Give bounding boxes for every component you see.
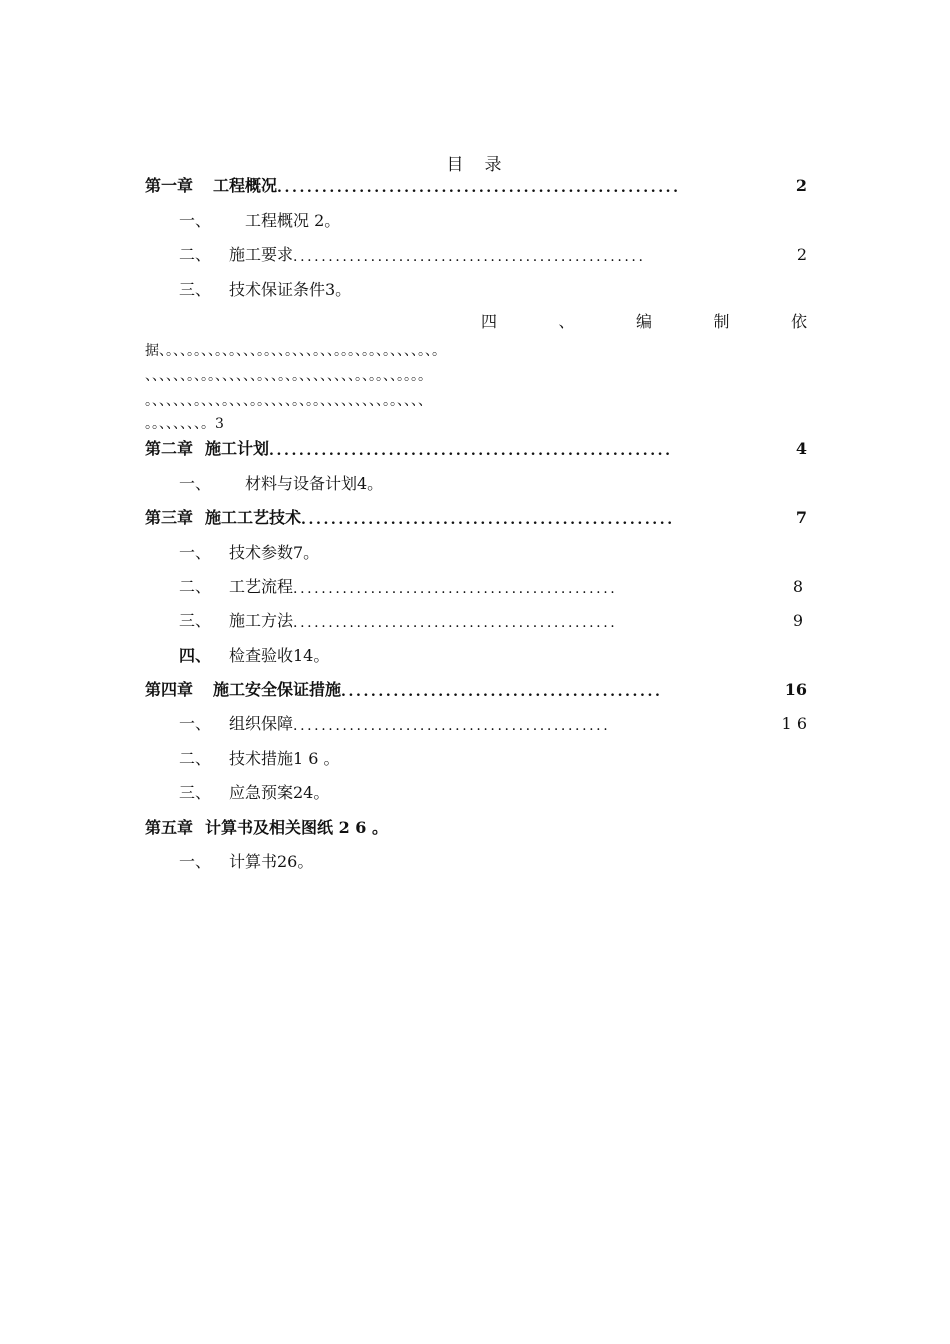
toc-section-4-2[interactable] [145,747,807,771]
toc-chapter-3[interactable] [145,506,807,530]
basis-line-3: 、、、、、、。、。。、、、、、、。、、。、。、、、、、、、、。、。。、、。。。。 [145,368,432,384]
section-title: 技术措施1 6 。 [229,749,340,768]
chapter-title: 施工工艺技术 [205,508,302,527]
leader-dots: .................................................. [293,249,646,265]
section-number: 三、 [179,280,212,299]
section-number: 一、 [179,474,212,493]
section-number: 三、 [179,783,212,802]
page-number: 2 [795,176,807,195]
toc-section-3-3[interactable] [145,609,807,633]
leader-dots: ...................................................... [277,180,681,196]
page-number: 1 6 [781,714,807,733]
section-title: 技术保证条件3。 [229,280,352,299]
chapter-number: 第二章 [145,439,194,458]
toc-chapter-1[interactable] [145,174,807,198]
page-number: 16 [784,680,807,699]
toc-section-1-1[interactable] [145,209,807,233]
page-number: 2 [796,245,807,264]
section-title: 工程概况 2。 [229,211,341,230]
leader-dots: ...................................................... [269,443,673,459]
toc-title: 目 录 [446,155,504,175]
leader-dots: ............................................. [293,718,611,734]
toc-section-1-3[interactable] [145,278,807,302]
toc-section-1-2[interactable] [145,243,807,267]
toc-chapter-4[interactable] [145,678,807,702]
chapter-title: 计算书及相关图纸 2 6 。 [205,818,388,837]
page-number: 8 [792,577,803,596]
toc-chapter-5[interactable] [145,816,807,840]
chapter-title: 施工计划 [205,439,270,458]
leader-dots: .................................................. [301,512,675,528]
basis-char: 、 [558,313,575,331]
leader-dots: .............................................. [293,581,618,597]
section-title: 工艺流程 [229,577,294,596]
leader-dots: ........................................... [341,684,663,700]
toc-section-3-1[interactable] [145,541,807,565]
section-number: 一、 [179,852,212,871]
basis-line-2: 据、。、、。。、、。、。、、、。。、、。、、、。、、。。。、。。、。、、、、。、。 [145,343,446,359]
section-number: 二、 [179,577,212,596]
chapter-number: 第五章 [145,818,194,837]
chapter-title: 工程概况 [213,176,278,195]
toc-section-3-4[interactable] [145,644,807,668]
section-title: 施工方法 [229,611,294,630]
chapter-title: 施工安全保证措施 [213,680,342,699]
page-number: 7 [795,508,807,527]
page-number: 4 [795,439,807,458]
section-number: 一、 [179,211,212,230]
basis-char: 编 [635,313,652,331]
section-number: 二、 [179,245,212,264]
basis-char: 依 [790,313,807,331]
section-title: 技术参数7。 [229,543,320,562]
section-number: 四、 [179,646,212,665]
section-title: 应急预案24。 [229,783,330,802]
toc-section-3-2[interactable] [145,575,807,599]
section-number: 二、 [179,749,212,768]
toc-section-2-1[interactable] [145,472,807,496]
basis-line-4: 。、、、、、、。、、、。、、、。。、、、、。、。。、、、、、、、、、。。、、、、 [145,393,432,409]
chapter-number: 第三章 [145,508,194,527]
section-title: 检查验收14。 [229,646,330,665]
chapter-number: 第四章 [145,680,194,699]
page-number: 9 [792,611,803,630]
basis-line-5: 。。、、、、、、。3 [145,416,224,432]
section-title: 组织保障 [229,714,294,733]
basis-char: 制 [713,313,730,331]
basis-char: 四 [481,313,498,331]
section-title: 施工要求 [229,245,294,264]
leader-dots: .............................................. [293,615,618,631]
toc-section-4-3[interactable] [145,781,807,805]
toc-section-4-1[interactable] [145,712,807,736]
chapter-number: 第一章 [145,176,194,195]
toc-chapter-2[interactable] [145,437,807,461]
section-title: 计算书26。 [229,852,314,871]
basis-line-1 [145,313,807,331]
section-title: 材料与设备计划4。 [229,474,384,493]
section-number: 三、 [179,611,212,630]
section-number: 一、 [179,714,212,733]
toc-section-5-1[interactable] [145,850,807,874]
section-number: 一、 [179,543,212,562]
